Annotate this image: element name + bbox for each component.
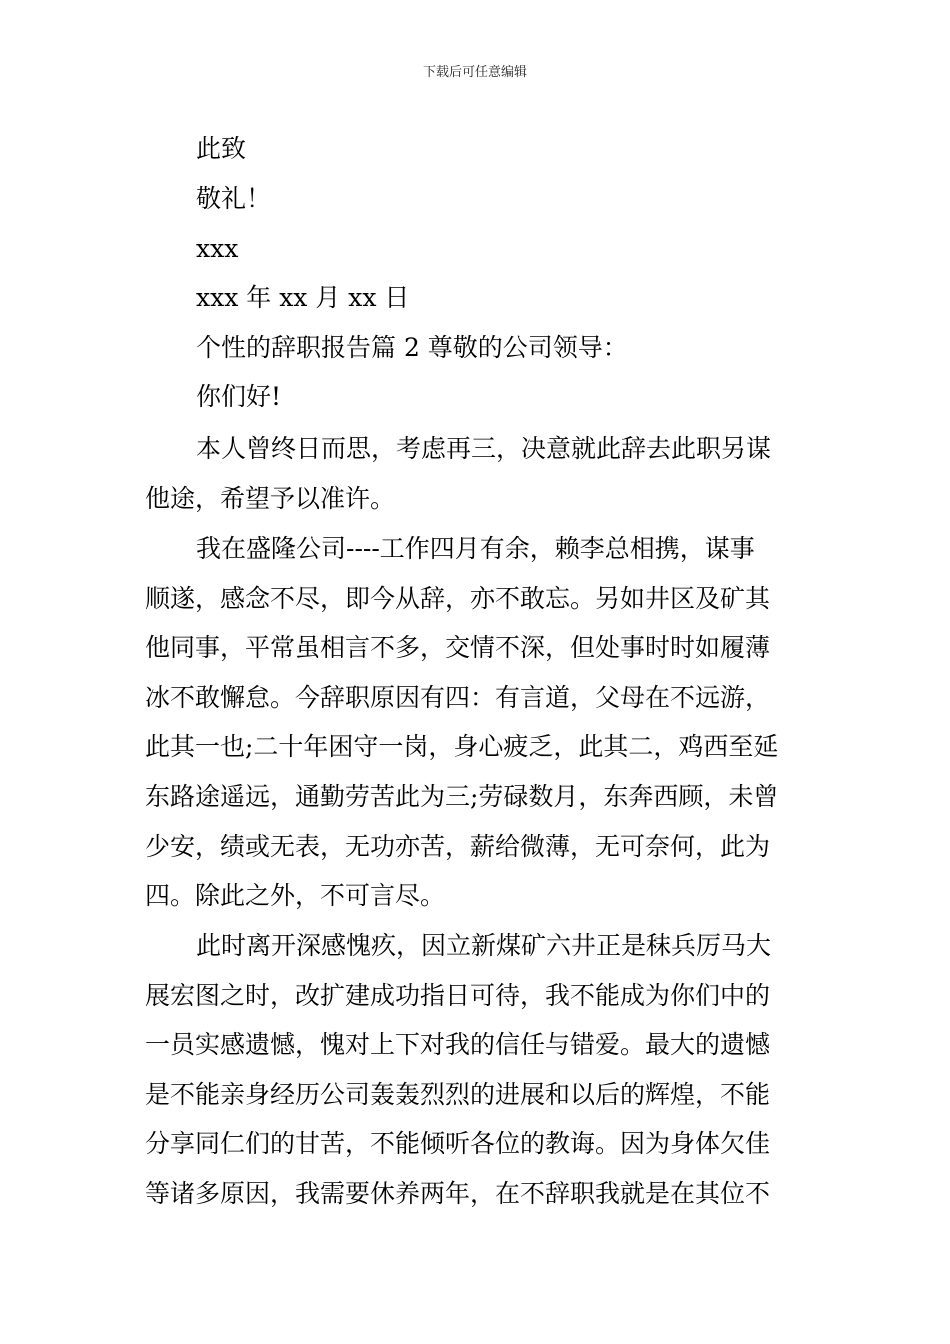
paragraph-line: 顺遂，感念不尽，即今从辞，亦不敢忘。另如井区及矿其 — [145, 583, 771, 613]
paragraph-3 — [145, 921, 815, 1219]
paragraph-line: 分享同仁们的甘苦，不能倾听各位的教诲。因为身体欠佳 — [145, 1129, 771, 1159]
paragraph-line: 四。除此之外，不可言尽。 — [145, 881, 446, 911]
paragraph-line: 是不能亲身经历公司轰轰烈烈的进展和以后的辉煌，不能 — [145, 1079, 771, 1109]
paragraph-line: 此时离开深感愧疚，因立新煤矿六井正是秣兵厉马大 — [196, 931, 772, 960]
paragraph-line: 本人曾终日而思，考虑再三，决意就此辞去此职另谋 — [196, 434, 772, 463]
paragraph-line: 等诸多原因，我需要休养两年，在不辞职我就是在其位不 — [145, 1178, 771, 1208]
closing-jing-li: 敬礼！ — [196, 184, 272, 213]
signature: xxx — [196, 234, 239, 263]
paragraph-line: 东路途遥远，通勤劳苦此为三;劳碌数月，东奔西顾，未曾 — [145, 781, 779, 811]
paragraph-line: 冰不敢懈怠。今辞职原因有四：有言道，父母在不远游， — [145, 682, 771, 712]
paragraph-line: 一员实感遗憾，愧对上下对我的信任与错爱。最大的遗憾 — [145, 1030, 771, 1060]
paragraph-line: 展宏图之时，改扩建成功指日可待，我不能成为你们中的 — [145, 980, 771, 1010]
paragraph-line: 此其一也;二十年困守一岗，身心疲乏，此其二，鸡西至延 — [145, 732, 779, 762]
paragraph-2 — [145, 524, 815, 921]
page-header: 下载后可任意编辑 — [422, 65, 527, 80]
paragraph-1 — [145, 424, 815, 523]
date-line: xxx 年 xx 月 xx 日 — [196, 283, 410, 312]
paragraph-line: 我在盛隆公司----工作四月有余，赖李总相携，谋事 — [196, 534, 755, 563]
greeting: 你们好! — [196, 382, 282, 411]
section-title: 个性的辞职报告篇 2 尊敬的公司领导： — [196, 333, 628, 362]
paragraph-line: 他途，希望予以准许。 — [145, 483, 396, 513]
paragraph-line: 少安，绩或无表，无功亦苦，薪给微薄，无可奈何，此为 — [145, 831, 771, 861]
closing-ci-zhi: 此致 — [196, 134, 247, 163]
paragraph-line: 他同事，平常虽相言不多，交情不深，但处事时时如履薄 — [145, 633, 771, 663]
